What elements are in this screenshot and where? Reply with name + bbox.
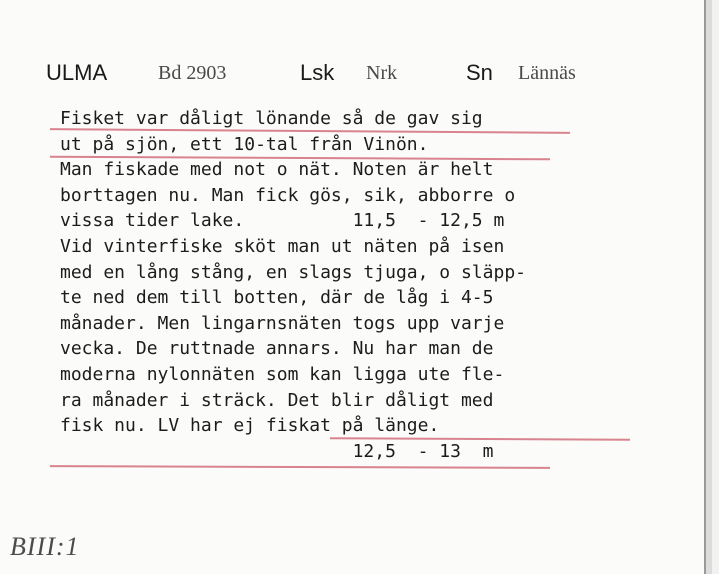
archive-label: ULMA — [46, 60, 108, 85]
text-line: Vid vinterfiske sköt man ut näten på isen — [60, 235, 505, 257]
text-line: Man fiskade med not o nät. Noten är helt — [60, 159, 494, 181]
text-line: borttagen nu. Man fick gös, sik, abborre o — [60, 184, 516, 206]
text-line: Fisket var dåligt lönande så de gav sig — [60, 108, 483, 129]
text-line: ra månader i sträck. Det blir dåligt med — [60, 389, 494, 411]
text-line: månader. Men lingarnsnäten togs upp varje — [60, 312, 505, 334]
card-text — [60, 106, 660, 464]
landskap-label: Lsk — [300, 60, 335, 85]
text-line: ut på sjön, ett 10-tal från Vinön. — [60, 133, 429, 155]
text-line: vissa tider lake. 11,5 - 12,5 m — [60, 210, 505, 232]
text-line: vecka. De ruttnade annars. Nu har man de — [60, 338, 494, 360]
text-line: fisk nu. LV har ej fiskat på länge. — [60, 415, 440, 437]
volume-number: Bd 2903 — [158, 62, 227, 84]
card-header — [0, 58, 704, 92]
text-line: moderna nylonnäten som kan ligga ute fle- — [60, 363, 505, 385]
text-line: te ned dem till botten, där de låg i 4-5 — [60, 287, 494, 309]
socken-label: Sn — [466, 60, 493, 85]
text-line: med en lång stång, en slags tjuga, o släpp- — [60, 261, 526, 283]
highlight-underline — [50, 465, 550, 469]
landskap-value: Nrk — [366, 62, 398, 84]
socken-value: Lännäs — [518, 62, 576, 84]
archive-signum: BIII:1 — [10, 532, 80, 561]
text-line: 12,5 - 13 m — [60, 440, 494, 462]
